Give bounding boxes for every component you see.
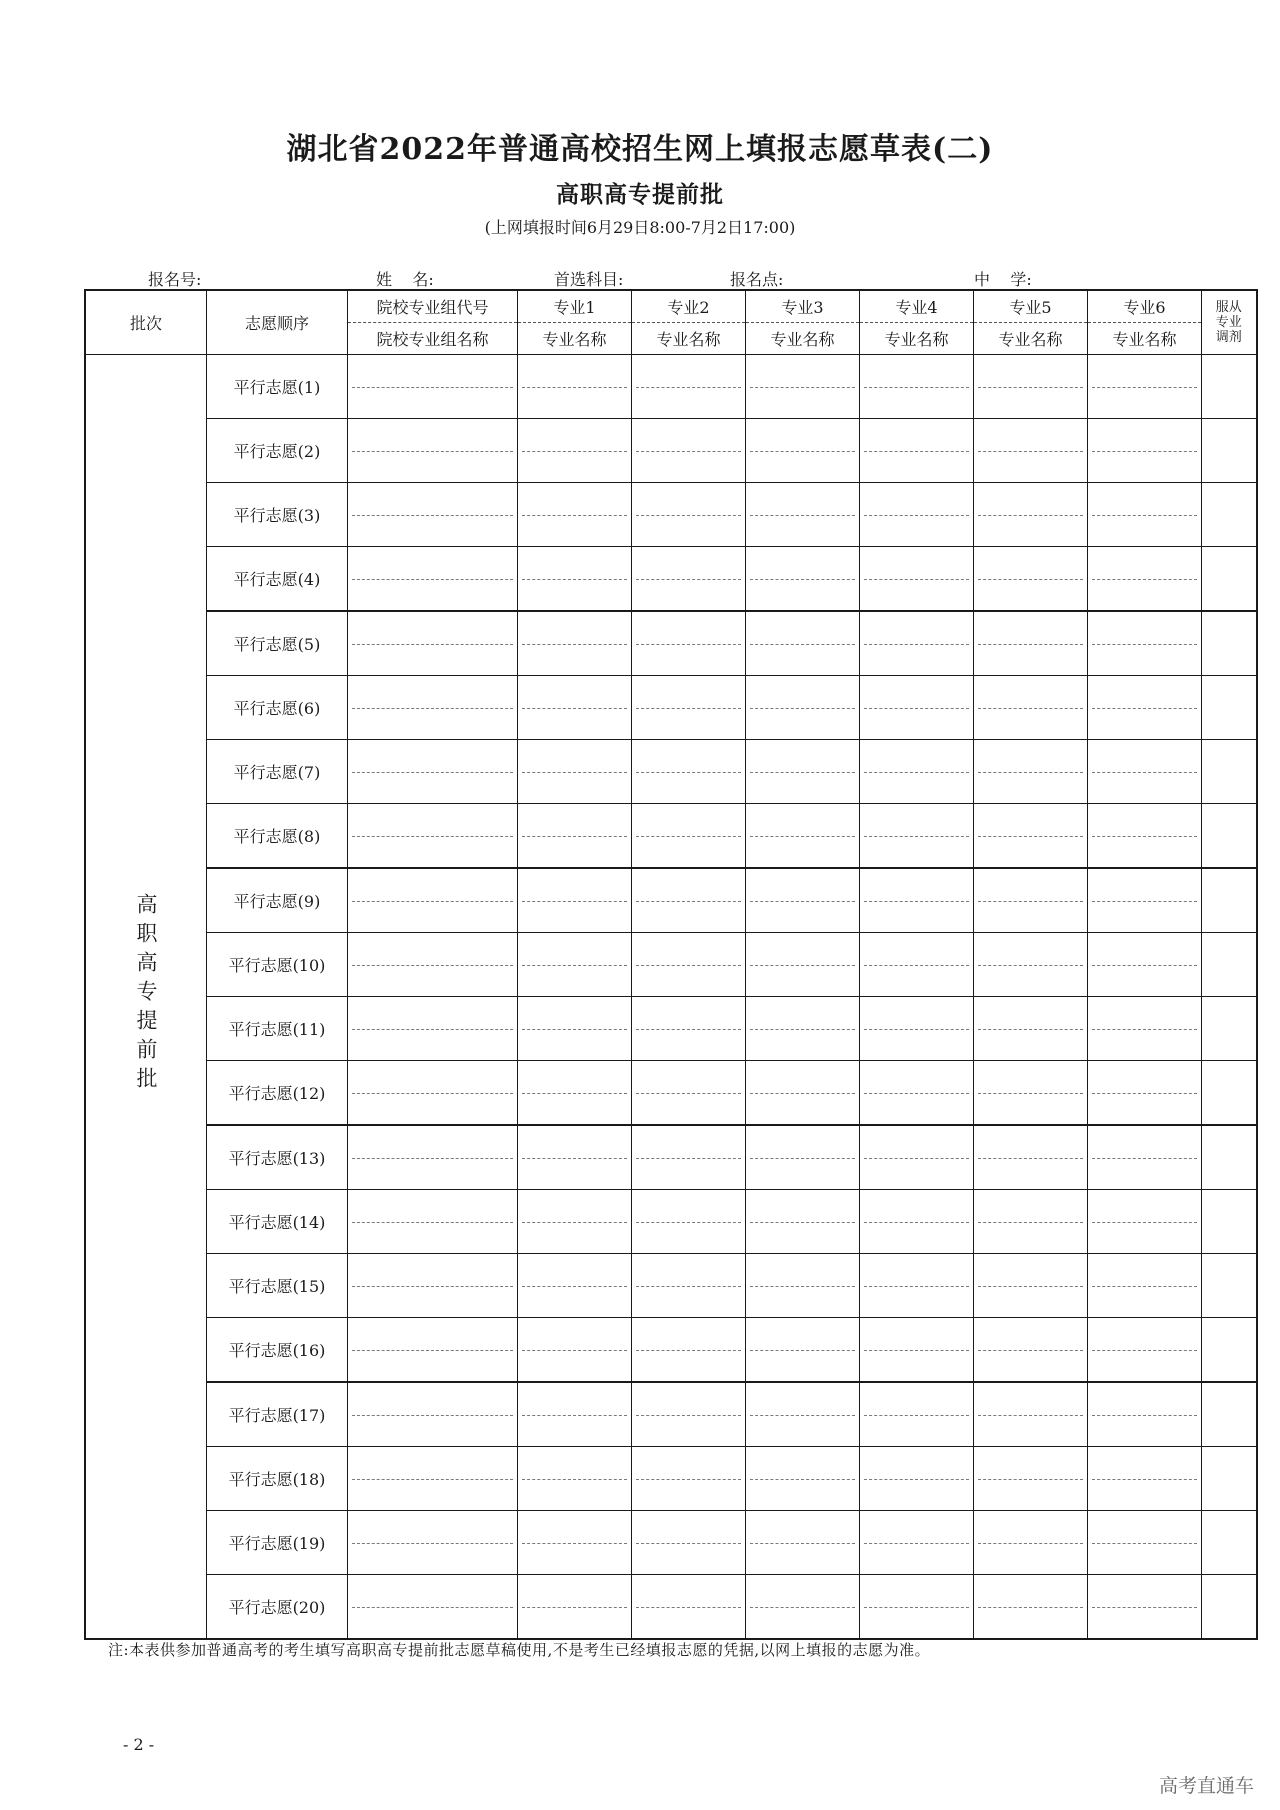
major-4-field[interactable]: [860, 804, 974, 869]
major-6-field[interactable]: [1088, 997, 1202, 1061]
major-2-field[interactable]: [632, 1511, 746, 1575]
major-4-field[interactable]: [860, 1511, 974, 1575]
adjust-field[interactable]: [1202, 997, 1257, 1061]
major-2-field[interactable]: [632, 740, 746, 804]
adjust-field[interactable]: [1202, 483, 1257, 547]
school-group-field[interactable]: [348, 933, 518, 997]
major-6-field[interactable]: [1088, 1447, 1202, 1511]
major-6-field[interactable]: [1088, 1318, 1202, 1383]
volunteer-form-table: [84, 289, 1258, 1640]
volunteer-order-label: 平行志愿(13): [207, 1125, 348, 1190]
major-4-field[interactable]: [860, 868, 974, 933]
major-1-field[interactable]: [518, 355, 632, 419]
major-4-field[interactable]: [860, 419, 974, 483]
major-3-field[interactable]: [746, 1061, 860, 1126]
order-header: 志愿顺序: [207, 290, 348, 355]
major-3-field[interactable]: [746, 611, 860, 676]
major-1-field[interactable]: [518, 1254, 632, 1318]
table-row: [85, 676, 1257, 740]
volunteer-order-label: 平行志愿(9): [207, 868, 348, 933]
major-1-field[interactable]: [518, 997, 632, 1061]
major-1-field[interactable]: [518, 1061, 632, 1126]
major-1-field[interactable]: [518, 1511, 632, 1575]
school-group-field[interactable]: [348, 804, 518, 869]
table-row: [85, 483, 1257, 547]
major-4-field[interactable]: [860, 997, 974, 1061]
adjust-field[interactable]: [1202, 547, 1257, 612]
major-2-field[interactable]: [632, 1447, 746, 1511]
major-2-field[interactable]: [632, 1190, 746, 1254]
major-3-field[interactable]: [746, 1511, 860, 1575]
table-row: [85, 1254, 1257, 1318]
major-1-field[interactable]: [518, 1447, 632, 1511]
adjust-field[interactable]: [1202, 1061, 1257, 1126]
major-6-field[interactable]: [1088, 740, 1202, 804]
adjust-header-line-2: 专业: [1215, 315, 1242, 330]
major-3-field[interactable]: [746, 868, 860, 933]
major-6-field[interactable]: [1088, 1254, 1202, 1318]
volunteer-order-label: 平行志愿(5): [207, 611, 348, 676]
volunteer-order-label: 平行志愿(2): [207, 419, 348, 483]
major-4-field[interactable]: [860, 1125, 974, 1190]
major-4-field[interactable]: [860, 611, 974, 676]
major-3-field[interactable]: [746, 355, 860, 419]
major-3-field[interactable]: [746, 740, 860, 804]
major-name-header: 专业名称: [1088, 323, 1202, 355]
major-3-field[interactable]: [746, 804, 860, 869]
major-6-field[interactable]: [1088, 868, 1202, 933]
major-5-header: 专业5: [974, 290, 1088, 323]
school-group-field[interactable]: [348, 611, 518, 676]
major-name-header: 专业名称: [974, 323, 1088, 355]
applicant-info-row: [84, 267, 1199, 289]
major-1-field[interactable]: [518, 676, 632, 740]
major-4-field[interactable]: [860, 483, 974, 547]
table-row: [85, 547, 1257, 612]
volunteer-order-label: 平行志愿(15): [207, 1254, 348, 1318]
adjust-field[interactable]: [1202, 1447, 1257, 1511]
major-2-field[interactable]: [632, 1254, 746, 1318]
volunteer-order-label: 平行志愿(8): [207, 804, 348, 869]
table-row: [85, 1318, 1257, 1383]
major-3-field[interactable]: [746, 1575, 860, 1640]
major-5-field[interactable]: [974, 483, 1088, 547]
table-row: [85, 1061, 1257, 1126]
major-6-field[interactable]: [1088, 933, 1202, 997]
school-group-field[interactable]: [348, 676, 518, 740]
major-5-field[interactable]: [974, 1382, 1088, 1447]
major-2-field[interactable]: [632, 868, 746, 933]
adjust-field[interactable]: [1202, 1318, 1257, 1383]
batch-header: 批次: [85, 290, 207, 355]
major-4-field[interactable]: [860, 1061, 974, 1126]
major-2-field[interactable]: [632, 1318, 746, 1383]
major-2-field[interactable]: [632, 1382, 746, 1447]
major-4-field[interactable]: [860, 740, 974, 804]
major-5-field[interactable]: [974, 804, 1088, 869]
table-row: [85, 419, 1257, 483]
major-6-field[interactable]: [1088, 611, 1202, 676]
high-school-label: 中 学:: [974, 270, 1032, 289]
volunteer-order-label: 平行志愿(11): [207, 997, 348, 1061]
major-1-field[interactable]: [518, 1125, 632, 1190]
major-2-field[interactable]: [632, 804, 746, 869]
page-number: - 2 -: [123, 1735, 155, 1754]
table-row: [85, 868, 1257, 933]
major-2-field[interactable]: [632, 676, 746, 740]
major-4-field[interactable]: [860, 1318, 974, 1383]
major-3-field[interactable]: [746, 676, 860, 740]
major-4-field[interactable]: [860, 355, 974, 419]
major-5-field[interactable]: [974, 419, 1088, 483]
batch-name-cell: [85, 355, 207, 1640]
major-6-field[interactable]: [1088, 355, 1202, 419]
school-group-field[interactable]: [348, 1125, 518, 1190]
major-1-field[interactable]: [518, 419, 632, 483]
table-row: [85, 740, 1257, 804]
major-3-field[interactable]: [746, 1318, 860, 1383]
school-group-field[interactable]: [348, 419, 518, 483]
volunteer-order-label: 平行志愿(7): [207, 740, 348, 804]
major-2-field[interactable]: [632, 1061, 746, 1126]
major-4-field[interactable]: [860, 1254, 974, 1318]
major-3-field[interactable]: [746, 1447, 860, 1511]
table-row: [85, 611, 1257, 676]
major-5-field[interactable]: [974, 355, 1088, 419]
major-1-field[interactable]: [518, 933, 632, 997]
major-5-field[interactable]: [974, 997, 1088, 1061]
adjust-header-line-3: 调剂: [1215, 330, 1242, 345]
school-name-header: 院校专业组名称: [348, 323, 518, 355]
filing-time-note: (上网填报时间6月29日8:00-7月2日17:00): [484, 218, 796, 237]
major-5-field[interactable]: [974, 1254, 1088, 1318]
adjust-field[interactable]: [1202, 933, 1257, 997]
major-5-field[interactable]: [974, 1575, 1088, 1640]
adjust-field[interactable]: [1202, 419, 1257, 483]
adjust-field[interactable]: [1202, 355, 1257, 419]
major-4-field[interactable]: [860, 933, 974, 997]
major-2-field[interactable]: [632, 547, 746, 612]
adjust-header-line-1: 服从: [1215, 300, 1242, 315]
major-3-field[interactable]: [746, 547, 860, 612]
adjust-field[interactable]: [1202, 1254, 1257, 1318]
school-group-field[interactable]: [348, 483, 518, 547]
table-row: [85, 997, 1257, 1061]
major-6-field[interactable]: [1088, 547, 1202, 612]
volunteer-order-label: 平行志愿(16): [207, 1318, 348, 1383]
watermark: 高考直通车: [1158, 1775, 1254, 1797]
major-5-field[interactable]: [974, 1190, 1088, 1254]
major-1-field[interactable]: [518, 547, 632, 612]
major-1-field[interactable]: [518, 1318, 632, 1383]
school-group-field[interactable]: [348, 868, 518, 933]
table-row: [85, 1511, 1257, 1575]
major-3-field[interactable]: [746, 1125, 860, 1190]
volunteer-order-label: 平行志愿(12): [207, 1061, 348, 1126]
major-6-field[interactable]: [1088, 419, 1202, 483]
major-6-field[interactable]: [1088, 804, 1202, 869]
school-group-field[interactable]: [348, 1382, 518, 1447]
registration-number-label: 报名号:: [148, 270, 202, 289]
major-1-field[interactable]: [518, 868, 632, 933]
major-4-field[interactable]: [860, 1382, 974, 1447]
major-name-header: 专业名称: [632, 323, 746, 355]
adjust-field[interactable]: [1202, 1511, 1257, 1575]
major-6-field[interactable]: [1088, 1061, 1202, 1126]
footnote: 注:本表供参加普通高考的考生填写高职高专提前批志愿草稿使用,不是考生已经填报志愿的凭据,以网上填报的志愿为准。: [108, 1641, 931, 1659]
table-row: [85, 933, 1257, 997]
table-row: [85, 1190, 1257, 1254]
major-1-field[interactable]: [518, 611, 632, 676]
page-title: 湖北省2022年普通高校招生网上填报志愿草表(二): [286, 132, 994, 167]
school-code-header: 院校专业组代号: [348, 290, 518, 323]
major-2-field[interactable]: [632, 1575, 746, 1640]
table-row: [85, 1125, 1257, 1190]
major-6-field[interactable]: [1088, 1125, 1202, 1190]
batch-name: 高职高专提前批: [134, 893, 158, 1096]
table-row: [85, 1575, 1257, 1640]
school-group-field[interactable]: [348, 1511, 518, 1575]
volunteer-order-label: 平行志愿(14): [207, 1190, 348, 1254]
major-5-field[interactable]: [974, 1447, 1088, 1511]
major-1-field[interactable]: [518, 483, 632, 547]
major-4-field[interactable]: [860, 1190, 974, 1254]
major-2-field[interactable]: [632, 419, 746, 483]
adjust-field[interactable]: [1202, 740, 1257, 804]
major-5-field[interactable]: [974, 547, 1088, 612]
name-label: 姓 名:: [376, 270, 434, 289]
volunteer-order-label: 平行志愿(17): [207, 1382, 348, 1447]
adjust-field[interactable]: [1202, 1382, 1257, 1447]
school-group-field[interactable]: [348, 1190, 518, 1254]
major-6-field[interactable]: [1088, 1190, 1202, 1254]
major-2-field[interactable]: [632, 611, 746, 676]
major-1-header: 专业1: [518, 290, 632, 323]
volunteer-order-label: 平行志愿(10): [207, 933, 348, 997]
major-5-field[interactable]: [974, 611, 1088, 676]
table-row: [85, 1447, 1257, 1511]
major-1-field[interactable]: [518, 1382, 632, 1447]
major-2-field[interactable]: [632, 997, 746, 1061]
primary-subject-label: 首选科目:: [554, 270, 624, 289]
school-group-field[interactable]: [348, 740, 518, 804]
school-group-field[interactable]: [348, 355, 518, 419]
volunteer-rows: [85, 355, 1257, 1640]
major-4-field[interactable]: [860, 676, 974, 740]
major-5-field[interactable]: [974, 1125, 1088, 1190]
volunteer-order-label: 平行志愿(19): [207, 1511, 348, 1575]
major-3-header: 专业3: [746, 290, 860, 323]
adjust-header: [1202, 290, 1257, 355]
adjust-field[interactable]: [1202, 611, 1257, 676]
school-group-field[interactable]: [348, 1061, 518, 1126]
table-row: [85, 355, 1257, 419]
major-2-field[interactable]: [632, 355, 746, 419]
volunteer-order-label: 平行志愿(6): [207, 676, 348, 740]
major-4-header: 专业4: [860, 290, 974, 323]
major-5-field[interactable]: [974, 740, 1088, 804]
registration-site-label: 报名点:: [730, 270, 784, 289]
major-name-header: 专业名称: [860, 323, 974, 355]
major-5-field[interactable]: [974, 868, 1088, 933]
adjust-field[interactable]: [1202, 804, 1257, 869]
major-name-header: 专业名称: [746, 323, 860, 355]
major-5-field[interactable]: [974, 1511, 1088, 1575]
table-row: [85, 1382, 1257, 1447]
major-6-header: 专业6: [1088, 290, 1202, 323]
school-group-field[interactable]: [348, 1254, 518, 1318]
adjust-field[interactable]: [1202, 1575, 1257, 1640]
major-3-field[interactable]: [746, 483, 860, 547]
volunteer-order-label: 平行志愿(20): [207, 1575, 348, 1640]
adjust-field[interactable]: [1202, 1125, 1257, 1190]
major-name-header: 专业名称: [518, 323, 632, 355]
school-group-field[interactable]: [348, 547, 518, 612]
adjust-field[interactable]: [1202, 868, 1257, 933]
volunteer-order-label: 平行志愿(18): [207, 1447, 348, 1511]
volunteer-order-label: 平行志愿(3): [207, 483, 348, 547]
major-2-field[interactable]: [632, 933, 746, 997]
major-5-field[interactable]: [974, 1061, 1088, 1126]
school-group-field[interactable]: [348, 1318, 518, 1383]
adjust-field[interactable]: [1202, 676, 1257, 740]
school-group-field[interactable]: [348, 997, 518, 1061]
volunteer-order-label: 平行志愿(4): [207, 547, 348, 612]
table-row: [85, 804, 1257, 869]
major-1-field[interactable]: [518, 740, 632, 804]
major-5-field[interactable]: [974, 1318, 1088, 1383]
major-2-field[interactable]: [632, 483, 746, 547]
major-4-field[interactable]: [860, 547, 974, 612]
volunteer-order-label: 平行志愿(1): [207, 355, 348, 419]
major-3-field[interactable]: [746, 1190, 860, 1254]
page-subtitle: 高职高专提前批: [556, 181, 724, 208]
major-5-field[interactable]: [974, 676, 1088, 740]
major-3-field[interactable]: [746, 419, 860, 483]
major-6-field[interactable]: [1088, 483, 1202, 547]
major-2-header: 专业2: [632, 290, 746, 323]
adjust-field[interactable]: [1202, 1190, 1257, 1254]
major-4-field[interactable]: [860, 1575, 974, 1640]
major-3-field[interactable]: [746, 933, 860, 997]
major-1-field[interactable]: [518, 804, 632, 869]
major-6-field[interactable]: [1088, 1575, 1202, 1640]
major-3-field[interactable]: [746, 1254, 860, 1318]
major-6-field[interactable]: [1088, 1511, 1202, 1575]
major-3-field[interactable]: [746, 997, 860, 1061]
major-2-field[interactable]: [632, 1125, 746, 1190]
school-group-field[interactable]: [348, 1447, 518, 1511]
major-6-field[interactable]: [1088, 1382, 1202, 1447]
major-5-field[interactable]: [974, 933, 1088, 997]
school-group-field[interactable]: [348, 1575, 518, 1640]
major-3-field[interactable]: [746, 1382, 860, 1447]
major-1-field[interactable]: [518, 1190, 632, 1254]
major-4-field[interactable]: [860, 1447, 974, 1511]
major-1-field[interactable]: [518, 1575, 632, 1640]
major-6-field[interactable]: [1088, 676, 1202, 740]
